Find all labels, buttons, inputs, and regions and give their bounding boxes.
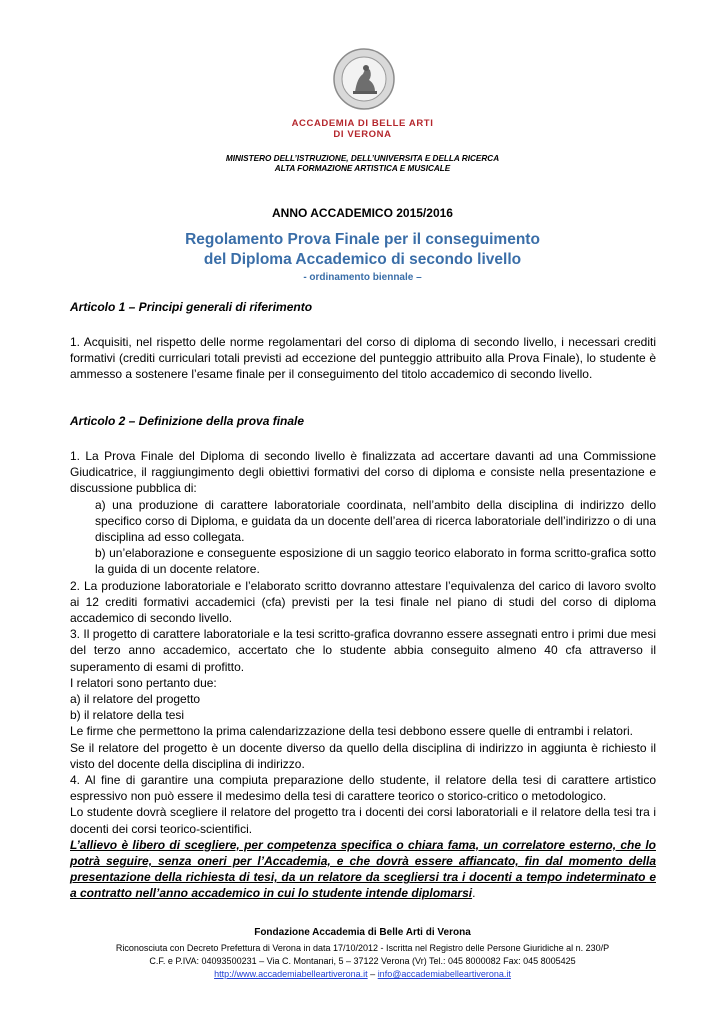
relatore-diverso-paragraph: Se il relatore del progetto è un docente diverso da quello della disciplina di indirizzo in aggiunta è richiesto il visto del docente della disciplina di indirizzo. <box>70 740 656 771</box>
correlatore-paragraph <box>70 837 656 902</box>
footer-title: Fondazione Accademia di Belle Arti di Verona <box>254 927 471 938</box>
academy-name-line1: ACCADEMIA DI BELLE ARTI <box>291 118 434 129</box>
article2-item-a: a) una produzione di carattere laboratoriale coordinata, nell’ambito della disciplina di indirizzo dello specifico corso di Diploma, e guidata da un docente dell’area di ricerca laboratoriale dell’indirizzo o di una disciplina ad esso collegata. <box>95 497 656 545</box>
academic-year: ANNO ACCADEMICO 2015/2016 <box>272 206 453 220</box>
relatori-intro: I relatori sono pertanto due: <box>70 675 217 690</box>
correlatore-emphasis: L’allievo è libero di scegliere, per competenza specifica o chiara fama, un correlatore esterno, che lo potrà seguire, senza oneri per l’Accademia, e che dovrà essere affiancato, fin dal momento della presentazione della richiesta di tesi, da un relatore da scegliersi tra i docenti a tempo indeterminato e a contratto nell’anno accademico in cui lo studente intende diplomarsi <box>70 837 656 901</box>
email-link[interactable]: info@accademiabelleartiverona.it <box>377 969 511 979</box>
footer-links <box>50 968 675 980</box>
footer-contacts: C.F. e P.IVA: 04093500231 – Via C. Montanari, 5 – 37122 Verona (Vr) Tel.: 045 8000082 Fax: 045 8005425 <box>149 956 576 966</box>
website-link[interactable]: http://www.accademiabelleartiverona.it <box>214 969 368 979</box>
article2-body <box>70 448 656 902</box>
article1-heading: Articolo 1 – Principi generali di riferimento <box>70 300 313 314</box>
relatori-item-b: b) il relatore della tesi <box>70 708 185 723</box>
page-title-line1: Regolamento Prova Finale per il conseguimento <box>185 231 540 248</box>
ministry-line1: MINISTERO DELL’ISTRUZIONE, DELL’UNIVERSITA E DELLA RICERCA <box>225 154 500 163</box>
page-title-line2: del Diploma Accademico di secondo livello <box>203 251 522 268</box>
article2-heading: Articolo 2 – Definizione della prova finale <box>70 414 305 428</box>
article2-paragraph1: 1. La Prova Finale del Diploma di secondo livello è finalizzata ad accertare davanti ad una Commissione Giudicatrice, il raggiungimento degli obiettivi formativi del corso di diploma e consiste nella presentazione e discussione pubblica di: <box>70 449 656 496</box>
article2-paragraph2: 2. La produzione laboratoriale e l’elaborato scritto dovranno attestare l’equivalenza del carico di lavoro svolto ai 12 crediti formativi accademici (cfa) previsti per la tesi finale nel piano di studi del corso di diploma accademico di secondo livello. <box>70 578 656 626</box>
scelta-relatore-paragraph: Lo studente dovrà scegliere il relatore del progetto tra i docenti dei corsi laboratoriali e il relatore della tesi tra i docenti dei corsi teorico-scientifici. <box>70 805 656 836</box>
article2-paragraph4: 4. Al fine di garantire una compiuta preparazione dello studente, il relatore della tesi di carattere artistico espressivo non può essere il medesimo della tesi di carattere teorico o storico-critico o metodologico. <box>70 773 656 804</box>
academy-name-line2: DI VERONA <box>333 129 392 140</box>
article1-paragraph: 1. Acquisiti, nel rispetto delle norme regolamentari del corso di diploma di secondo livello, i necessari crediti formativi (crediti curriculari totali previsti ad eccezione del punteggio attribuito alla Prova Finale), lo studente è ammesso a sostenere l’esame finale per il conseguimento del titolo accademico di secondo livello. <box>70 335 656 382</box>
academy-seal-icon <box>333 48 395 110</box>
page-subtitle: - ordinamento biennale – <box>303 272 422 283</box>
relatori-item-a: a) il relatore del progetto <box>70 692 201 707</box>
article2-paragraph3: 3. Il progetto di carattere laboratoriale e la tesi scritto-grafica dovranno essere assegnati entro i primi due mesi del terzo anno accademico, accertato che lo studente abbia conseguito almeno 40 cfa attraverso il superamento di esami di profitto. <box>70 627 656 674</box>
footer-separator: – <box>367 969 378 979</box>
correlatore-end: . <box>472 886 476 901</box>
article2-item-b: b) un’elaborazione e conseguente esposizione di un saggio teorico elaborato in forma scritto-grafica sotto la guida di un docente relatore. <box>95 546 656 577</box>
firme-paragraph: Le firme che permettono la prima calendarizzazione della tesi debbono essere quelle di entrambi i relatori. <box>70 724 633 739</box>
ministry-line2: ALTA FORMAZIONE ARTISTICA E MUSICALE <box>274 164 451 173</box>
footer-registration: Riconosciuta con Decreto Prefettura di Verona in data 17/10/2012 - Iscritta nel Registro delle Persone Giuridiche al n. 230/P <box>115 943 610 953</box>
